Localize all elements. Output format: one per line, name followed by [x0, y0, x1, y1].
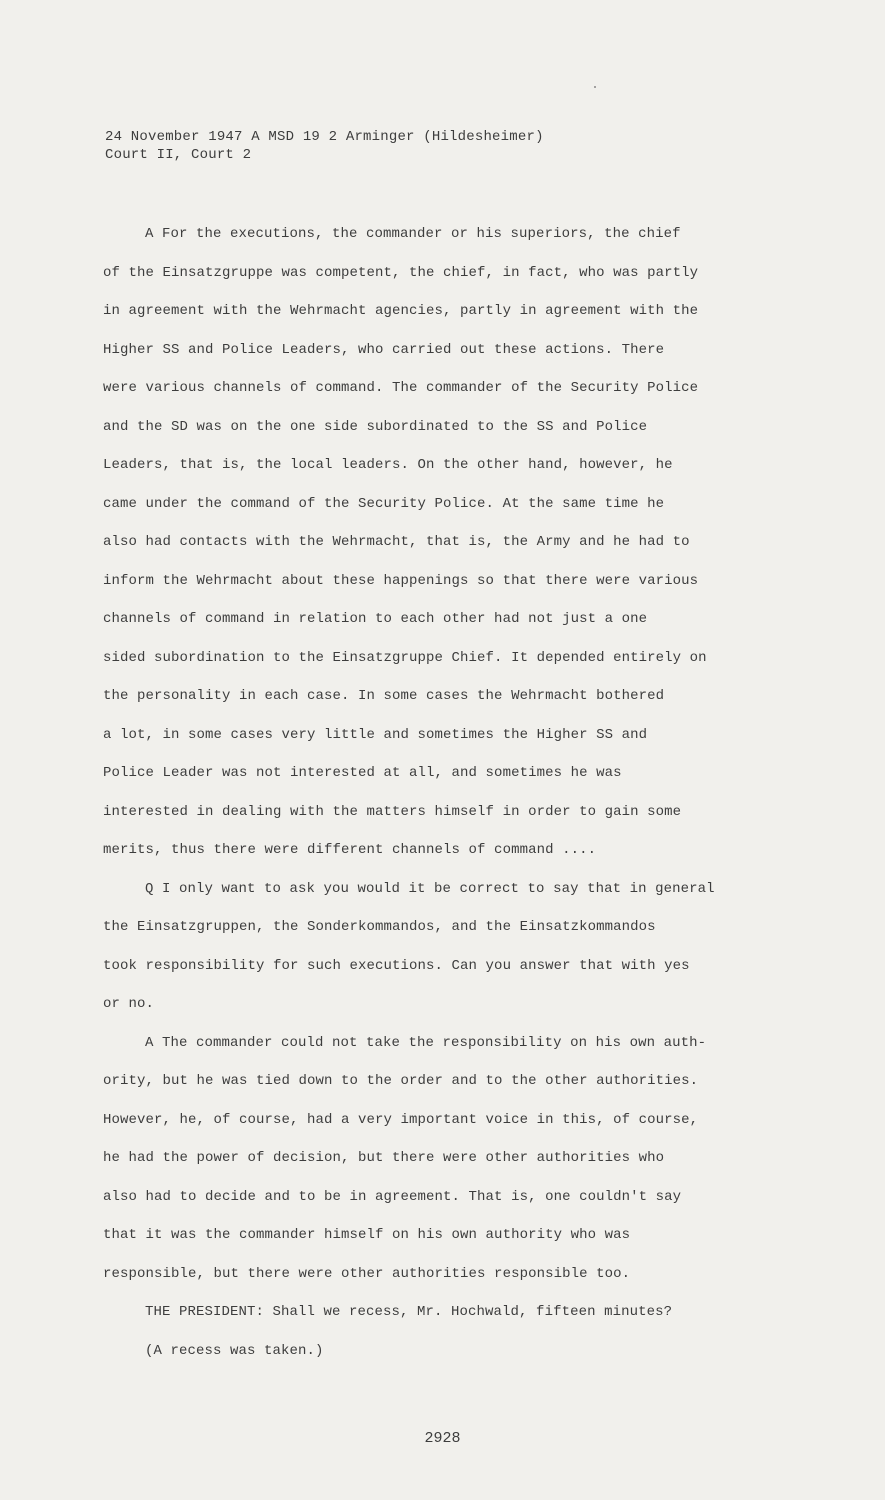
- header-line-court: Court II, Court 2: [105, 147, 252, 163]
- transcript-line: interested in dealing with the matters himself in order to gain some: [103, 803, 682, 820]
- transcript-paragraph: [103, 1302, 803, 1341]
- transcript-line: Q I only want to ask you would it be correct to say that in general: [145, 880, 715, 897]
- transcript-paragraph: [103, 879, 803, 1033]
- paper-speck: [594, 86, 596, 88]
- transcript-line: a lot, in some cases very little and sometimes the Higher SS and: [103, 726, 648, 743]
- transcript-line: took responsibility for such executions. Can you answer that with yes: [103, 957, 690, 974]
- transcript-line: the Einsatzgruppen, the Sonderkommandos, and the Einsatzkommandos: [103, 919, 656, 935]
- transcript-line: THE PRESIDENT: Shall we recess, Mr. Hochwald, fifteen minutes?: [145, 1304, 673, 1320]
- transcript-line: the personality in each case. In some cases the Wehrmacht bothered: [103, 688, 665, 704]
- transcript-line: also had to decide and to be in agreement. That is, one couldn't say: [103, 1188, 682, 1205]
- transcript-paragraph: [103, 1341, 803, 1380]
- transcript-line: A The commander could not take the responsibility on his own auth-: [145, 1034, 707, 1051]
- header-line-date-session: 24 November 1947 A MSD 19 2 Arminger (Hildesheimer): [105, 129, 544, 145]
- transcript-line: channels of command in relation to each other had not just a one: [103, 611, 648, 627]
- transcript-line: sided subordination to the Einsatzgruppe Chief. It depended entirely on: [103, 649, 707, 666]
- transcript-line: were various channels of command. The commander of the Security Police: [103, 380, 699, 396]
- document-header: [105, 128, 544, 164]
- transcript-line: Police Leader was not interested at all, and sometimes he was: [103, 765, 622, 781]
- transcript-line: A For the executions, the commander or his superiors, the chief: [145, 226, 681, 242]
- transcript-line: came under the command of the Security Police. At the same time he: [103, 495, 665, 512]
- transcript-paragraph: [103, 224, 803, 879]
- transcript-line: that it was the commander himself on his own authority who was: [103, 1227, 631, 1243]
- transcript-line: he had the power of decision, but there were other authorities who: [103, 1150, 665, 1166]
- transcript-line: responsible, but there were other authorities responsible too.: [103, 1265, 631, 1282]
- transcript-line: merits, thus there were different channels of command ....: [103, 842, 597, 858]
- transcript-line: of the Einsatzgruppe was competent, the chief, in fact, who was partly: [103, 264, 699, 281]
- transcript-paragraph: [103, 1033, 803, 1303]
- transcript-line: inform the Wehrmacht about these happenings so that there were various: [103, 572, 699, 589]
- transcript-line: Leaders, that is, the local leaders. On the other hand, however, he: [103, 457, 673, 473]
- transcript-line: ority, but he was tied down to the order and to the other authorities.: [103, 1073, 699, 1089]
- transcript-line: (A recess was taken.): [145, 1342, 324, 1359]
- page-number: 2928: [424, 1430, 461, 1447]
- transcript-line: in agreement with the Wehrmacht agencies, partly in agreement with the: [103, 303, 699, 319]
- transcript-line: also had contacts with the Wehrmacht, that is, the Army and he had to: [103, 534, 690, 550]
- transcript-body: [103, 224, 803, 1379]
- transcript-line: or no.: [103, 996, 155, 1012]
- transcript-line: However, he, of course, had a very important voice in this, of course,: [103, 1111, 699, 1128]
- transcript-line: Higher SS and Police Leaders, who carried out these actions. There: [103, 341, 665, 358]
- transcript-line: and the SD was on the one side subordinated to the SS and Police: [103, 418, 648, 435]
